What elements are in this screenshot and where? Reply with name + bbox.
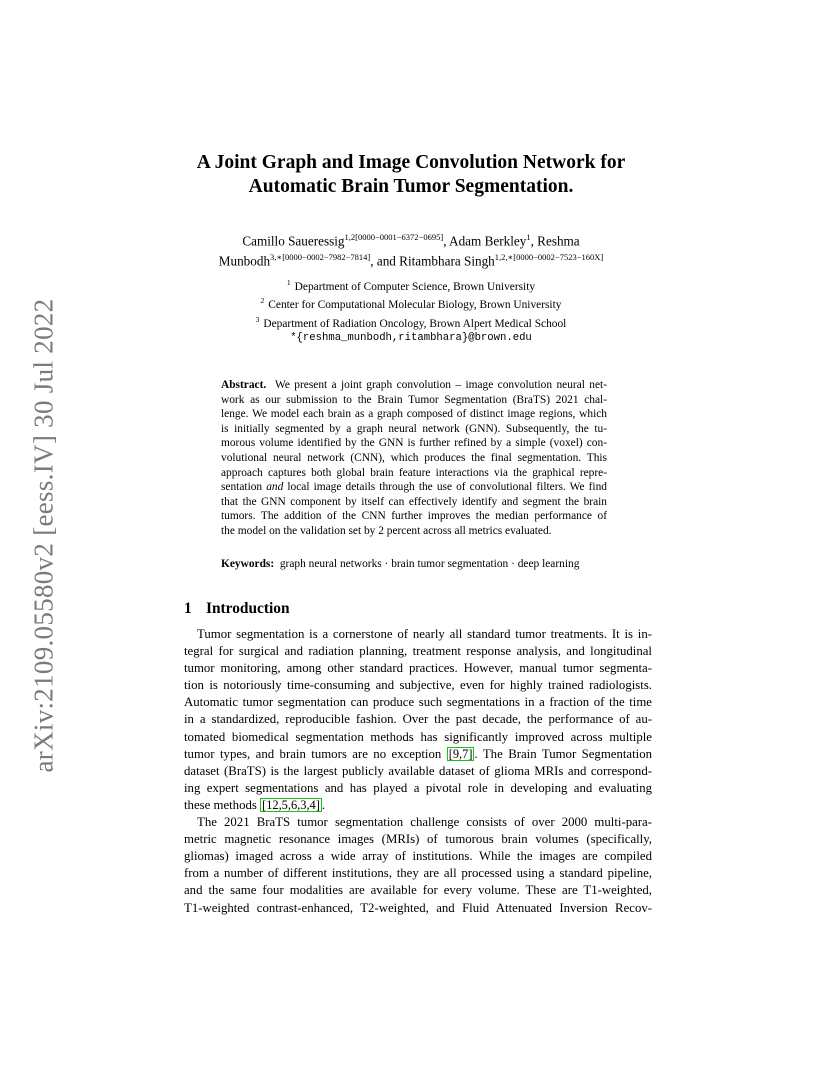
- paragraph-line: tegral for surgical and radiation planning, treatment response analysis, and longitudinal: [184, 644, 652, 659]
- paragraph-line: [184, 746, 652, 763]
- paragraph-line: in a standardized, reproducible fashion. Over the past decade, the performance of au-: [184, 712, 652, 727]
- paragraph-line: tomated biomedical segmentation methods has significantly improved across multiple: [184, 729, 652, 744]
- affiliation-item: [150, 276, 672, 294]
- affiliation-list: [150, 276, 672, 345]
- affiliation-number: 3: [255, 314, 260, 324]
- paragraph-text: .: [321, 797, 326, 812]
- section-heading: [184, 600, 290, 618]
- arxiv-identifier-stamp: [24, 295, 64, 775]
- keywords: [221, 557, 607, 572]
- abstract-emphasis: and: [266, 481, 284, 494]
- citation-link[interactable]: [9,7]: [448, 746, 473, 761]
- abstract-line: approach captures both global brain feature interactions via the graphical repre-: [221, 466, 607, 479]
- affiliation-item: [150, 313, 672, 331]
- author-affiliation-mark: 3,∗[0000−0002−7982−7814]: [270, 252, 371, 263]
- author-affiliation-mark: 1: [526, 232, 531, 242]
- author-affiliation-mark: 1,2,∗[0000−0002−7523−160X]: [494, 252, 604, 263]
- paragraph-line: and the same four modalities are available for every volume. These are T1-weighted,: [184, 883, 652, 898]
- paragraph-line: [184, 797, 652, 814]
- section-body: [184, 626, 652, 917]
- author-name: , Reshma: [530, 233, 580, 249]
- author-affiliation-mark: 1,2[0000−0001−6372−0695]: [344, 232, 444, 242]
- abstract-line: morous volume identified by the GNN is further refined by a simple (voxel) con-: [221, 437, 607, 450]
- affiliation-number: 1: [286, 278, 291, 287]
- paragraph-line: ing expert segmentations and has played a pivotal role in developing and evaluating: [184, 780, 652, 795]
- abstract-line: tumors. The addition of the CNN further improves the median performance of: [221, 510, 607, 523]
- author-line-2: [150, 249, 672, 269]
- abstract: [221, 378, 607, 539]
- paragraph-line: gliomas) imaged across a wide array of institutions. While the images are compiled: [184, 849, 652, 864]
- keywords-label: Keywords:: [221, 558, 275, 570]
- paragraph-text: these methods: [184, 797, 257, 812]
- paragraph-line: from a number of different institutions, they are all processed using a standard pipeline,: [184, 866, 652, 881]
- paragraph-line: metric magnetic resonance images (MRIs) of tumorous brain volumes (specifically,: [184, 832, 652, 847]
- keywords-text: graph neural networks · brain tumor segmentation · deep learning: [279, 558, 580, 570]
- paragraph-text: . The Brain Tumor Segmentation: [474, 746, 653, 761]
- affiliation-text: Center for Computational Molecular Biology, Brown University: [268, 299, 562, 312]
- abstract-line: [221, 378, 607, 393]
- paragraph-line: Automatic tumor segmentation can produce such segmentations in a fraction of the time: [184, 695, 652, 710]
- abstract-line: [221, 480, 607, 495]
- abstract-line: volutional neural network (CNN), which produces the final segmentation. This: [221, 451, 607, 464]
- section-title: Introduction: [206, 600, 290, 617]
- title-line-2: Automatic Brain Tumor Segmentation.: [248, 176, 574, 197]
- paragraph-line: tumor monitoring, among other standard practices. However, manual tumor segmenta-: [184, 661, 652, 676]
- abstract-line: lenge. We model each brain as a graph composed of distinct image regions, which: [221, 408, 607, 421]
- abstract-text: local image details through the use of convolutional filters. We find: [287, 481, 607, 494]
- citation-link[interactable]: [12,5,6,3,4]: [262, 797, 320, 812]
- author-name: Munbodh: [218, 253, 271, 269]
- abstract-line: that the GNN component by itself can effectively identify and segment the brain: [221, 495, 607, 508]
- paragraph-line: Tumor segmentation is a cornerstone of nearly all standard tumor treatments. It is in-: [197, 627, 652, 641]
- abstract-line: the model on the validation set by 2 percent across all metrics evaluated.: [221, 524, 552, 537]
- paper-title: [150, 151, 672, 199]
- author-name: Camillo Saueressig: [242, 233, 345, 249]
- affiliation-number: 2: [260, 296, 265, 306]
- paragraph-line: tion is notoriously time-consuming and subjective, even for highly trained radiologists.: [184, 678, 652, 693]
- abstract-line: is initially segmented by a graph neural network (GNN). Subsequently, the tu-: [221, 422, 607, 435]
- affiliation-item: [150, 294, 672, 312]
- abstract-line: work as our submission to the Brain Tumor Segmentation (BraTS) 2021 chal-: [221, 393, 607, 406]
- author-list: [150, 229, 672, 270]
- paragraph-line: dataset (BraTS) is the largest publicly available dataset of glioma MRIs and correspond-: [184, 763, 652, 778]
- title-line-1: A Joint Graph and Image Convolution Network for: [196, 152, 626, 173]
- abstract-label: Abstract.: [221, 379, 267, 391]
- affiliation-text: Department of Computer Science, Brown University: [294, 280, 536, 293]
- contact-email[interactable]: *{reshma_munbodh,ritambhara}@brown.edu: [290, 331, 532, 344]
- arxiv-id-text: arXiv:2109.05580v2 [eess.IV] 30 Jul 2022: [28, 298, 59, 772]
- paragraph-line: The 2021 BraTS tumor segmentation challenge consists of over 2000 multi-para-: [197, 815, 652, 830]
- author-line-1: [150, 229, 672, 249]
- author-name: , Adam Berkley: [443, 233, 527, 249]
- paragraph-text: tumor types, and brain tumors are no exception: [184, 746, 442, 761]
- paragraph-line: T1-weighted contrast-enhanced, T2-weighted, and Fluid Attenuated Inversion Recov-: [184, 900, 652, 915]
- section-number: 1: [184, 600, 192, 617]
- affiliation-text: Department of Radiation Oncology, Brown Alpert Medical School: [263, 317, 567, 330]
- abstract-text: We present a joint graph convolution – image convolution neural net-: [275, 379, 607, 391]
- author-name: , and Ritambhara Singh: [370, 253, 495, 269]
- abstract-text: sentation: [221, 481, 263, 494]
